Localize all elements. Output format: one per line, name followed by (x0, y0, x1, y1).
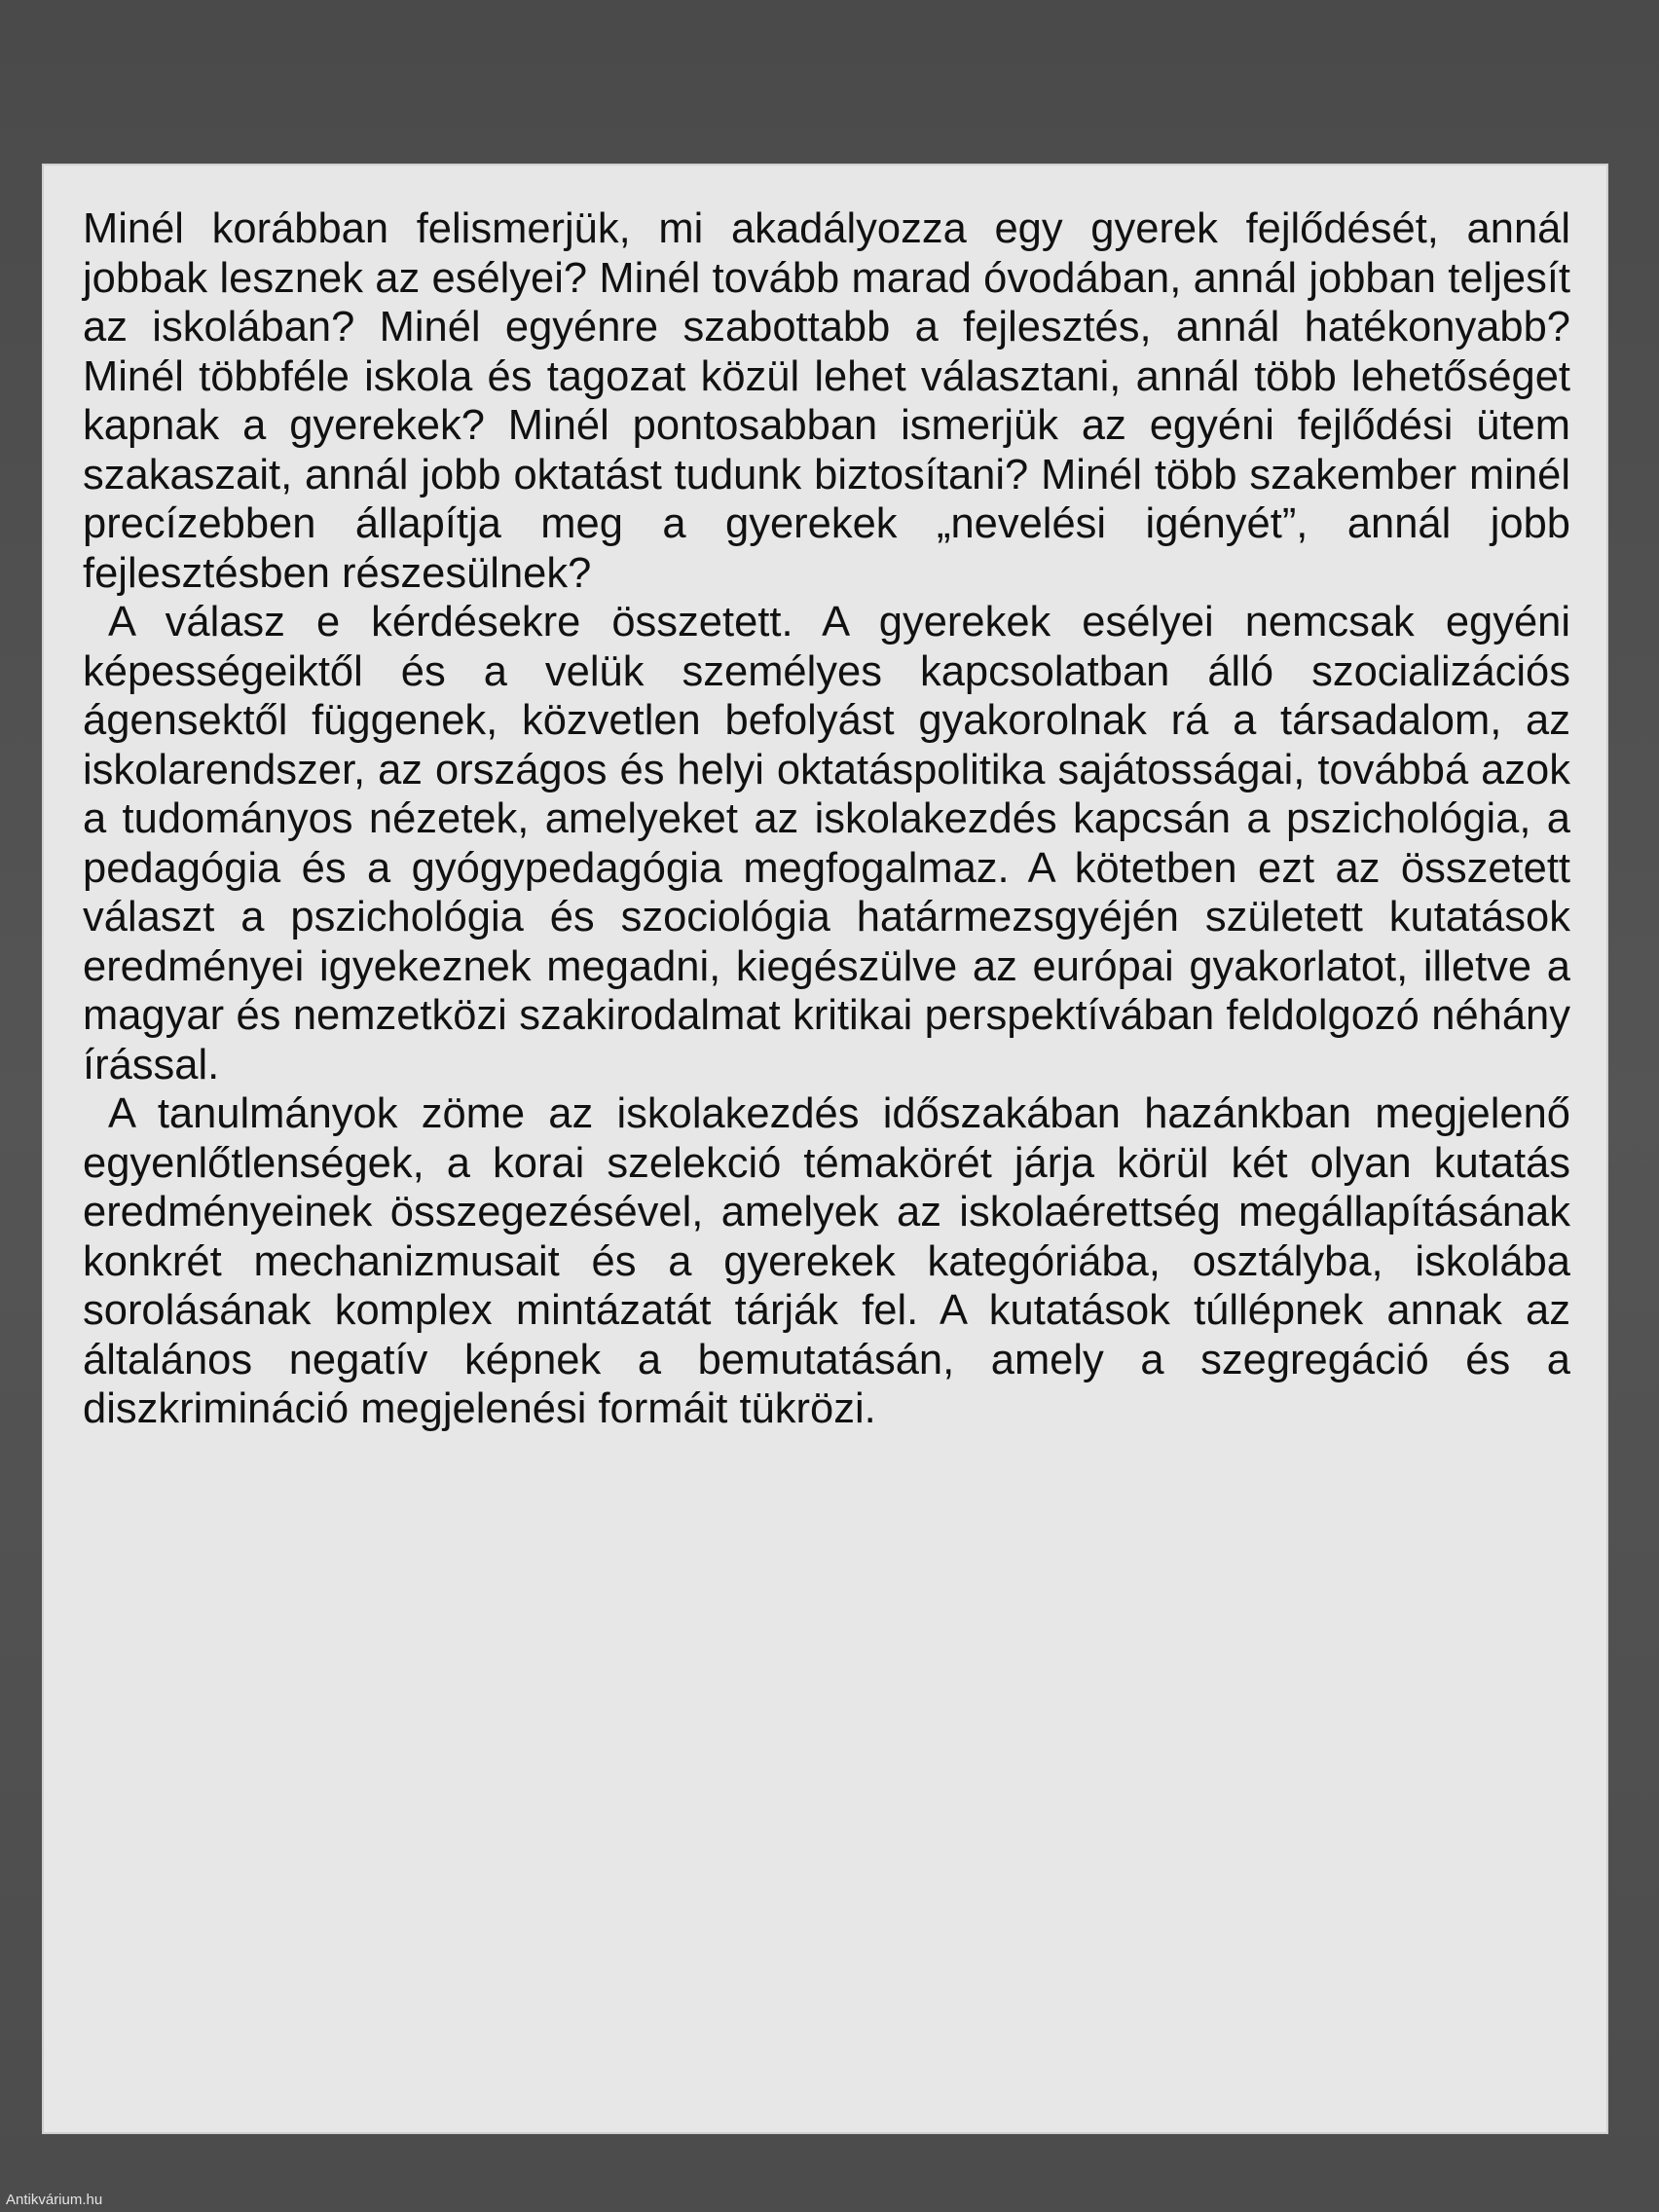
paragraph-1: Minél korábban felismerjük, mi akadályozza egy gyerek fejlődését, annál jobbak lesznek az esélyei? Minél tovább marad óvodában, annál jobban teljesít az iskolában? Minél egyénre szabottabb a fejlesztés, annál hatékonyabb? Minél többféle iskola és tagozat közül lehet választani, annál több lehetőséget kapnak a gyerekek? Minél pontosabban ismerjük az egyéni fejlődési ütem szakaszait, annál jobb oktatást tudunk biztosítani? Minél több szakember minél precízebben állapítja meg a gyerekek „nevelési igényét”, annál jobb fejlesztésben részesülnek? (83, 205, 1570, 597)
back-cover-page (44, 166, 1606, 2132)
watermark-text: Antikvárium.hu (6, 2192, 103, 2208)
paragraph-2: A válasz e kérdésekre összetett. A gyerekek esélyei nemcsak egyéni képességeiktől és a velük személyes kapcsolatban álló szocializációs ágensektől függenek, közvetlen befolyást gyakorolnak rá a társadalom, az iskolarendszer, az országos és helyi oktatáspolitika sajátosságai, továbbá azok a tudományos nézetek, amelyeket az iskolakezdés kapcsán a pszichológia, a pedagógia és a gyógypedagógia megfogalmaz. A kötetben ezt az összetett választ a pszichológia és szociológia határmezsgyéjén született kutatások eredményei igyekeznek megadni, kiegészülve az európai gyakorlatot, illetve a magyar és nemzetközi szakirodalmat kritikai perspektívában feldolgozó néhány írással. (83, 599, 1570, 1088)
paragraph-3: A tanulmányok zöme az iskolakezdés időszakában hazánkban megjelenő egyenlőtlenségek, a korai szelekció témakörét járja körül két olyan kutatás eredményeinek összegezésével, amelyek az iskolaérettség megállapításának konkrét mechanizmusait és a gyerekek kategóriába, osztályba, iskolába sorolásának komplex mintázatát tárják fel. A kutatások túllépnek annak az általános negatív képnek a bemutatásán, amely a szegregáció és a diszkrimináció megjelenési formáit tükrözi. (83, 1090, 1570, 1432)
blurb-text (83, 204, 1570, 1434)
